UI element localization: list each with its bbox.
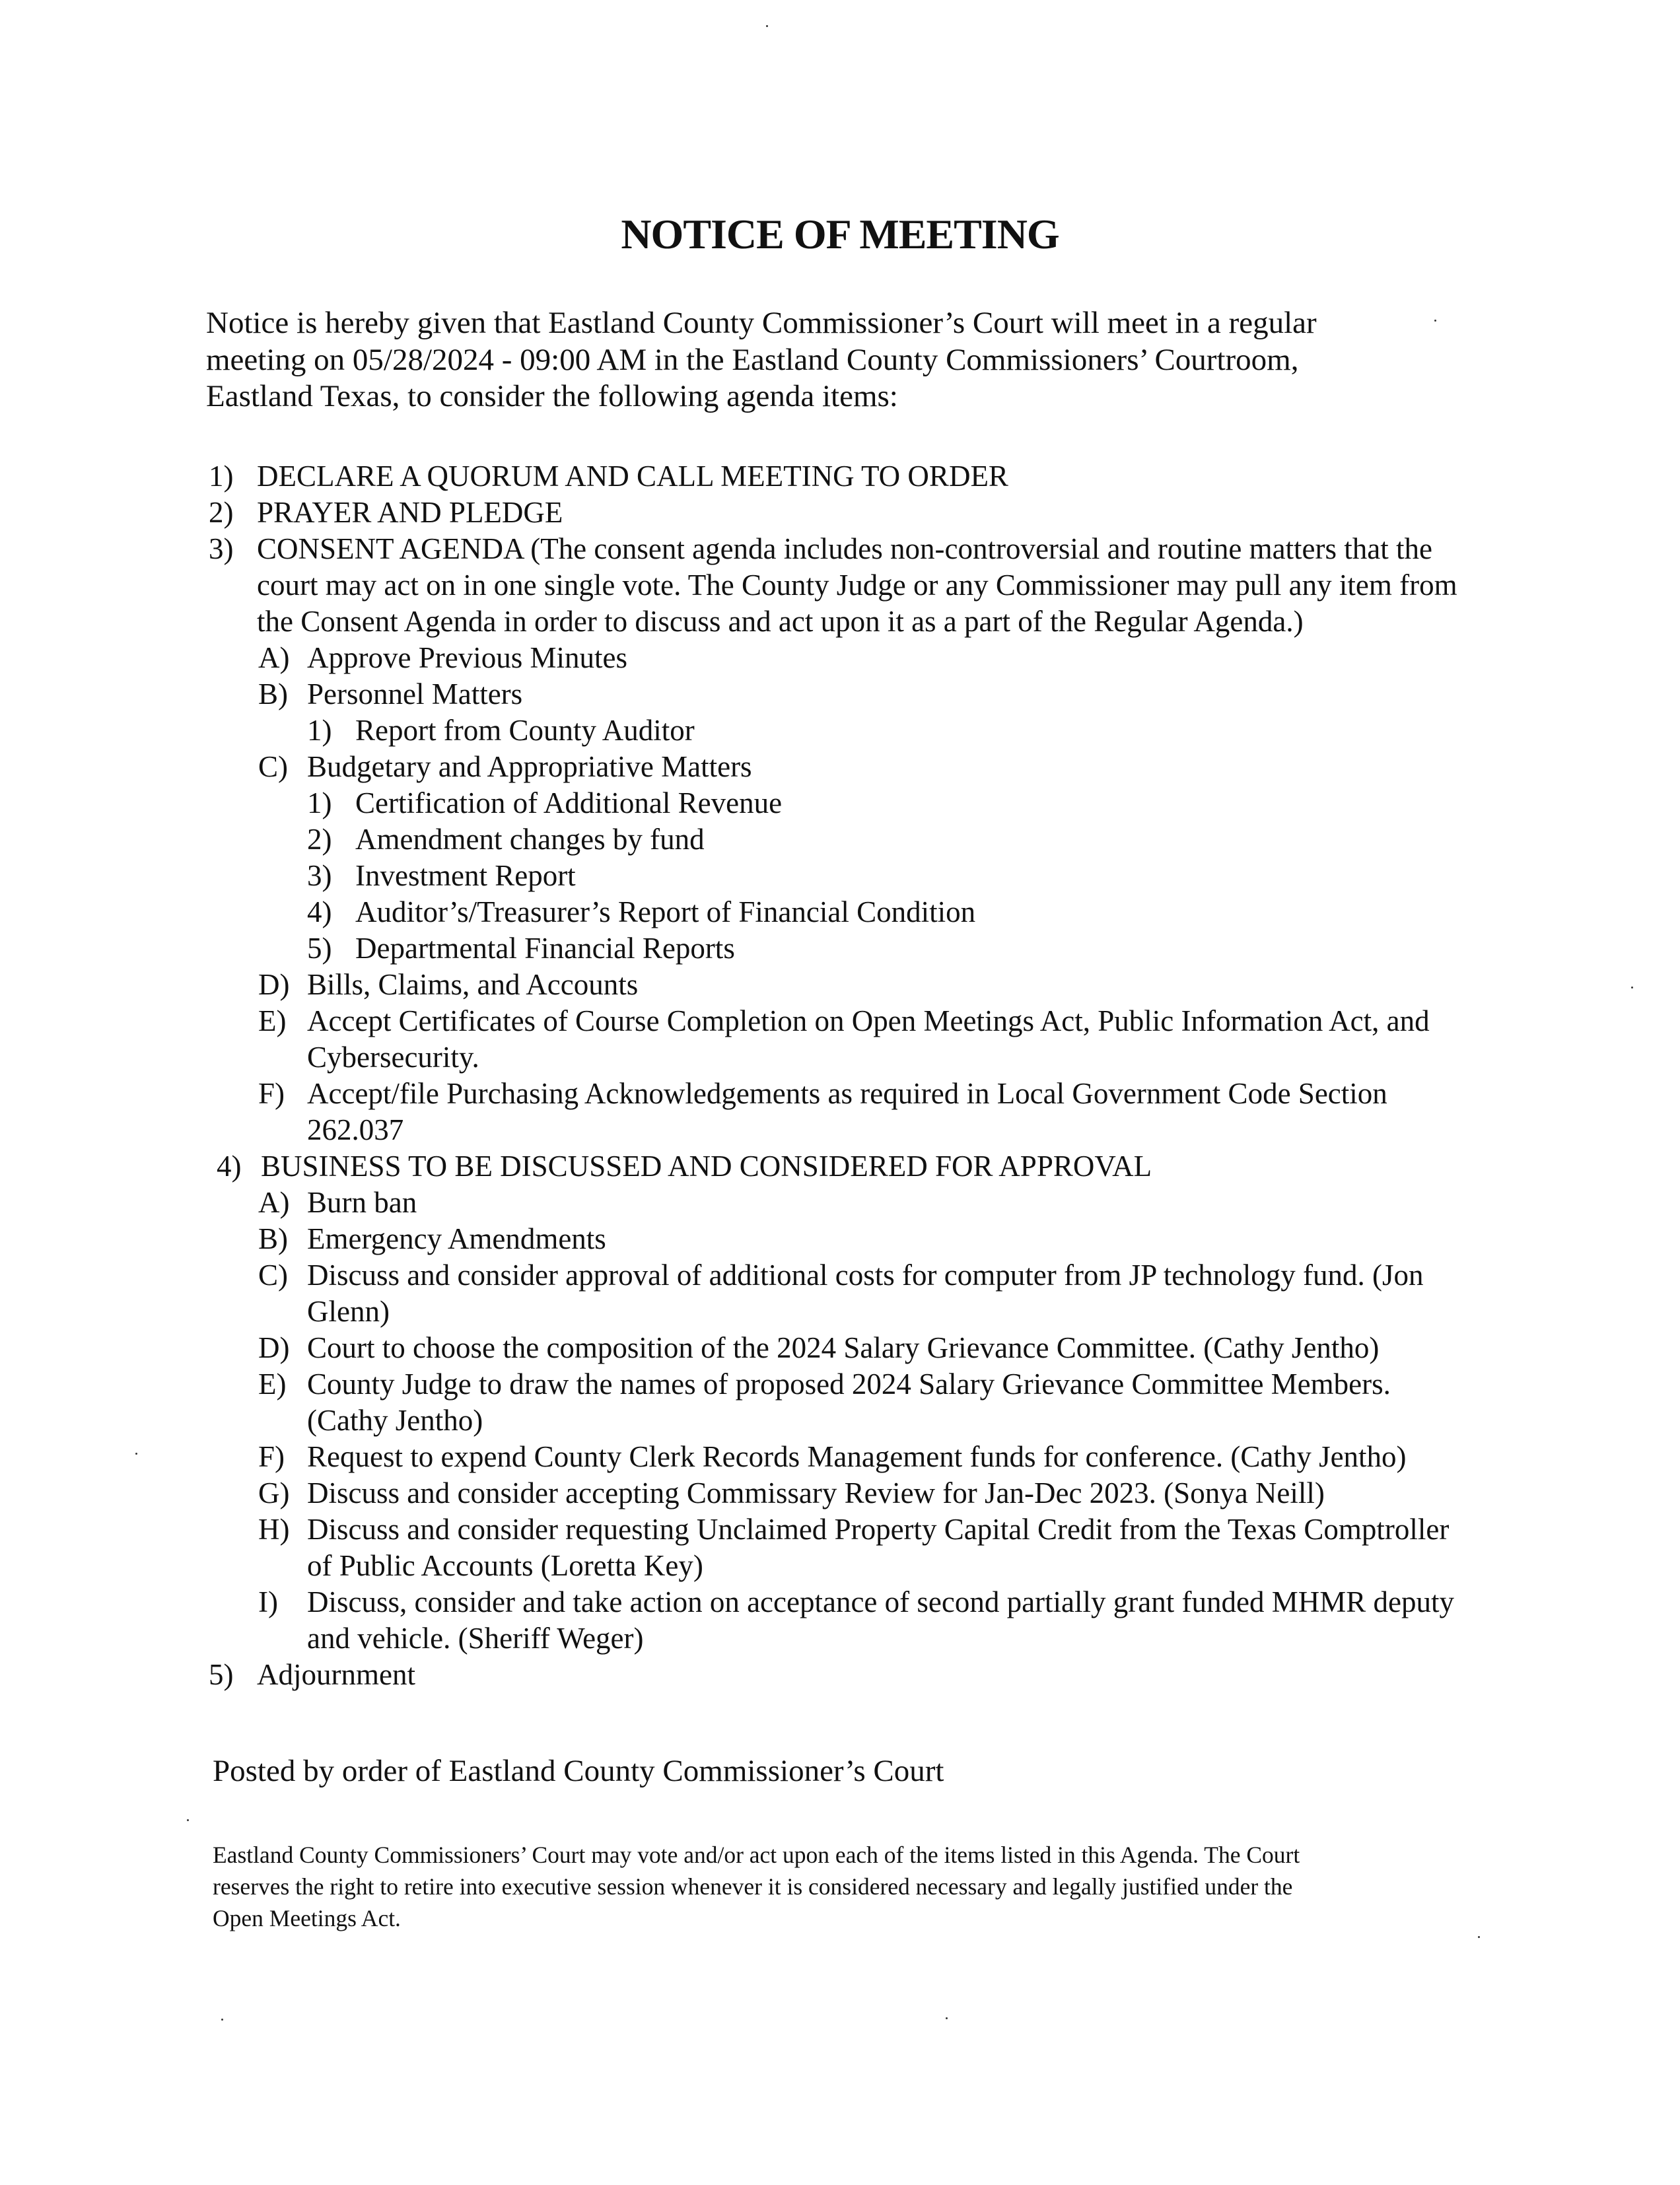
agenda-text: Auditor’s/Treasurer’s Report of Financial Condition [355,895,976,928]
agenda-text: Certification of Additional Revenue [355,786,783,819]
agenda-marker: 2) [307,823,332,856]
agenda-marker: A) [258,1186,290,1219]
agenda-marker: A) [258,641,290,674]
agenda-row [0,749,1680,785]
agenda-row [0,1657,1680,1693]
footer-line: Open Meetings Act. [213,1905,401,1931]
agenda-text: Discuss and consider requesting Unclaimed Property Capital Credit from the Texas Comptroller [307,1513,1450,1546]
agenda-text: Court to choose the composition of the 2024 Salary Grievance Committee. (Cathy Jentho) [307,1331,1380,1364]
agenda-text: Budgetary and Appropriative Matters [307,750,752,783]
agenda-marker: 2) [209,496,234,529]
agenda-marker: G) [258,1476,290,1509]
agenda-row [0,1257,1680,1294]
agenda-row [0,1112,1680,1148]
agenda-row [0,1439,1680,1475]
agenda-marker: 1) [307,714,332,747]
agenda-text: 262.037 [307,1113,404,1146]
agenda-text: court may act on in one single vote. The County Judge or any Commissioner may pull any item from [257,569,1457,602]
scan-speck [1631,987,1633,988]
agenda-text: Burn ban [307,1186,417,1219]
agenda-marker: F) [258,1440,285,1473]
agenda-row [0,1511,1680,1548]
agenda-list [0,458,1680,1693]
agenda-marker: I) [258,1585,278,1618]
agenda-marker: F) [258,1077,285,1110]
agenda-row [0,1185,1680,1221]
agenda-row [0,894,1680,930]
agenda-text: Report from County Auditor [355,714,695,747]
agenda-row [0,495,1680,531]
agenda-row [0,567,1680,604]
agenda-marker: 4) [217,1150,242,1183]
agenda-row [0,821,1680,858]
agenda-row [0,640,1680,676]
agenda-text: Accept/file Purchasing Acknowledgements as required in Local Government Code Section [307,1077,1387,1110]
agenda-text: DECLARE A QUORUM AND CALL MEETING TO ORDER [257,460,1008,493]
scan-speck [135,1453,137,1455]
agenda-marker: 1) [209,460,234,493]
agenda-marker: B) [258,677,288,711]
agenda-text: and vehicle. (Sheriff Weger) [307,1622,644,1655]
agenda-text: PRAYER AND PLEDGE [257,496,563,529]
agenda-row [0,1039,1680,1076]
agenda-text: of Public Accounts (Loretta Key) [307,1549,703,1582]
agenda-row [0,1475,1680,1511]
agenda-text: Discuss and consider accepting Commissary Review for Jan-Dec 2023. (Sonya Neill) [307,1476,1325,1509]
intro-line: meeting on 05/28/2024 - 09:00 AM in the Eastland County Commissioners’ Courtroom, [206,342,1299,377]
agenda-marker: C) [258,1259,288,1292]
agenda-marker: E) [258,1004,287,1037]
agenda-text: Adjournment [257,1658,415,1691]
agenda-row [0,1548,1680,1584]
agenda-text: Accept Certificates of Course Completion on Open Meetings Act, Public Information Act, and [307,1004,1430,1037]
scan-speck [187,1819,189,1821]
agenda-row [0,930,1680,967]
scan-speck [221,2019,223,2021]
agenda-text: Discuss and consider approval of additional costs for computer from JP technology fund. (Jon [307,1259,1424,1292]
agenda-text: Departmental Financial Reports [355,932,735,965]
agenda-row [0,1003,1680,1039]
agenda-row [0,858,1680,894]
agenda-row [0,712,1680,749]
agenda-text: Bills, Claims, and Accounts [307,968,639,1001]
scan-speck [946,2017,948,2019]
intro-line: Notice is hereby given that Eastland County Commissioner’s Court will meet in a regular [206,306,1317,340]
agenda-marker: D) [258,1331,290,1364]
agenda-row [0,1148,1680,1185]
agenda-marker: 3) [209,532,234,565]
agenda-row [0,1620,1680,1657]
agenda-text: Approve Previous Minutes [307,641,627,674]
agenda-text: the Consent Agenda in order to discuss and act upon it as a part of the Regular Agenda.) [257,605,1304,638]
agenda-marker: D) [258,968,290,1001]
agenda-marker: 1) [307,786,332,819]
agenda-text: CONSENT AGENDA (The consent agenda includes non-controversial and routine matters that the [257,532,1432,565]
agenda-row [0,1076,1680,1112]
agenda-row [0,458,1680,495]
agenda-marker: 4) [307,895,332,928]
agenda-row [0,1403,1680,1439]
footer-line: reserves the right to retire into executive session whenever it is considered necessary and legally justified under the [213,1873,1293,1900]
agenda-text: Amendment changes by fund [355,823,705,856]
agenda-marker: E) [258,1368,287,1401]
posted-by-line: Posted by order of Eastland County Commissioner’s Court [213,1754,944,1788]
agenda-marker: B) [258,1222,288,1255]
footer-line: Eastland County Commissioners’ Court may vote and/or act upon each of the items listed in this Agenda. The Court [213,1842,1300,1868]
agenda-row [0,967,1680,1003]
agenda-text: (Cathy Jentho) [307,1404,483,1437]
agenda-row [0,1366,1680,1403]
agenda-marker: H) [258,1513,290,1546]
intro-paragraph [206,305,1317,415]
agenda-text: Glenn) [307,1295,390,1328]
agenda-marker: 3) [307,859,332,892]
agenda-row [0,604,1680,640]
agenda-row [0,1294,1680,1330]
agenda-text: Personnel Matters [307,677,523,711]
agenda-row [0,1221,1680,1257]
agenda-text: BUSINESS TO BE DISCUSSED AND CONSIDERED FOR APPROVAL [261,1150,1152,1183]
agenda-row [0,676,1680,712]
scan-speck [766,25,768,27]
agenda-text: Emergency Amendments [307,1222,606,1255]
scan-speck [1478,1936,1480,1938]
agenda-row [0,531,1680,567]
agenda-marker: C) [258,750,288,783]
scan-speck [1434,320,1436,322]
agenda-text: Request to expend County Clerk Records Management funds for conference. (Cathy Jentho) [307,1440,1407,1473]
agenda-text: County Judge to draw the names of proposed 2024 Salary Grievance Committee Members. [307,1368,1391,1401]
agenda-text: Cybersecurity. [307,1041,479,1074]
agenda-row [0,1330,1680,1366]
page-title: NOTICE OF MEETING [621,211,1059,258]
agenda-marker: 5) [307,932,332,965]
agenda-text: Discuss, consider and take action on acceptance of second partially grant funded MHMR deputy [307,1585,1454,1618]
footer-disclaimer [213,1839,1300,1934]
agenda-marker: 5) [209,1658,234,1691]
intro-line: Eastland Texas, to consider the following agenda items: [206,379,898,413]
agenda-row [0,785,1680,821]
agenda-text: Investment Report [355,859,576,892]
agenda-row [0,1584,1680,1620]
